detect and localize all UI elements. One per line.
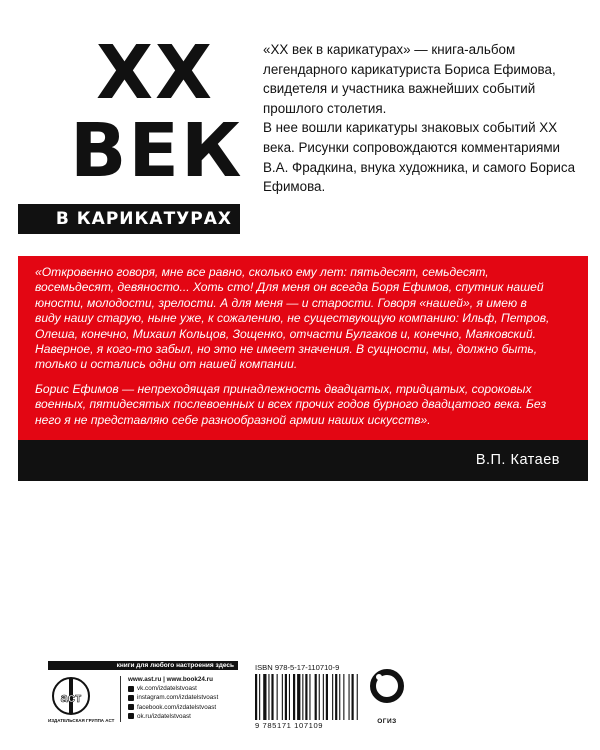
tagline: книги для любого настроения здесь	[48, 661, 238, 670]
barcode-bar	[349, 674, 350, 720]
instagram-icon	[128, 695, 134, 701]
publisher-links	[128, 675, 248, 721]
barcode-bar	[302, 674, 303, 720]
barcode-bar	[357, 674, 358, 720]
barcode-bar	[305, 674, 307, 720]
quote-paragraph: Борис Ефимов — непреходящая принадлежность двадцатых, тридцатых, сороковых военных, пятидесятых послевоенных и всех прочих годов бурного двадцатого века. Без него я не представляю себе разнообразной армии наших искусств».	[35, 381, 547, 427]
vk-icon	[128, 686, 134, 692]
publisher-caption: ИЗДАТЕЛЬСКАЯ ГРУППА АСТ	[48, 718, 115, 723]
title-vek: ВЕК	[70, 108, 244, 194]
barcode-bar	[293, 674, 295, 720]
facebook-icon	[128, 704, 134, 710]
social-link[interactable]: ok.ru/izdatelstvoast	[128, 712, 248, 721]
subtitle-bar: В КАРИКАТУРАХ	[18, 204, 240, 234]
description-paragraph: В нее вошли карикатуры знаковых событий XX века. Рисунки сопровождаются комментариями В.А. Фрадкина, внука художника, и самого Бориса Ефимова.	[263, 120, 576, 195]
social-link[interactable]: facebook.com/izdatelstvoast	[128, 703, 248, 712]
barcode-bar	[352, 674, 354, 720]
barcode-bar	[277, 674, 278, 720]
description-paragraph: «XX век в карикатурах» — книга-альбом легендарного карикатуриста Бориса Ефимова, свидетеля и участника важнейших событий прошлого столетия.	[263, 42, 556, 116]
barcode-number: 9 785171 107109	[255, 721, 324, 730]
quote-author: В.П. Катаев	[475, 452, 560, 468]
barcode-bar	[271, 674, 273, 720]
barcode-bar	[309, 674, 310, 720]
barcode-bar	[339, 674, 340, 720]
barcode-bar	[326, 674, 328, 720]
isbn: ISBN 978-5-17-110710-9	[255, 663, 340, 672]
logo-text: аст	[60, 690, 82, 705]
quote-text	[35, 265, 555, 437]
barcode-bar	[285, 674, 287, 720]
barcode-bar	[332, 674, 333, 720]
barcode-bar	[315, 674, 317, 720]
footer-divider	[120, 676, 121, 722]
barcode-bar	[335, 674, 337, 720]
barcode-bar	[282, 674, 283, 720]
title-xx: XX	[95, 30, 215, 116]
barcode-bar	[259, 674, 260, 720]
odnoklassniki-icon	[128, 713, 134, 719]
barcode-bar	[255, 674, 257, 720]
ast-logo-icon	[50, 676, 92, 716]
imprint-name: ОГИЗ	[377, 718, 397, 725]
author-bar	[18, 440, 588, 481]
book-description	[263, 40, 583, 197]
barcode-bar	[297, 674, 300, 720]
ogiz-logo-icon	[370, 666, 404, 714]
social-link[interactable]: vk.com/izdatelstvoast	[128, 684, 248, 693]
barcode-bar	[289, 674, 290, 720]
barcode-bar	[319, 674, 320, 720]
barcode-bar	[263, 674, 266, 720]
barcode-area	[255, 663, 375, 730]
barcode-bar	[268, 674, 269, 720]
barcode	[255, 674, 365, 720]
quote-paragraph: «Откровенно говоря, мне все равно, сколько ему лет: пятьдесят, семьдесят, восемьдесят, девяносто... Хоть сто! Для меня он всегда Боря Ефимов, спутник нашей юности, молодости, зрелости. А для меня — и старости. Говоря «нашей», я имею в виду нашу старую, ныне уже, к сожалению, не существующую компанию: Ильф, Петров, Олеша, конечно, Михаил Кольцов, Зощенко, отчасти Булгаков и, конечно, Маяковский. Наверное, я кого-то забыл, но это не имеет значения. В сущности, мы, должно быть, только и остались одни от нашей компании.	[35, 265, 550, 372]
website-links[interactable]: www.ast.ru | www.book24.ru	[128, 676, 213, 683]
barcode-bar	[323, 674, 324, 720]
social-link[interactable]: instagram.com/izdatelstvoast	[128, 693, 248, 702]
barcode-bar	[343, 674, 344, 720]
